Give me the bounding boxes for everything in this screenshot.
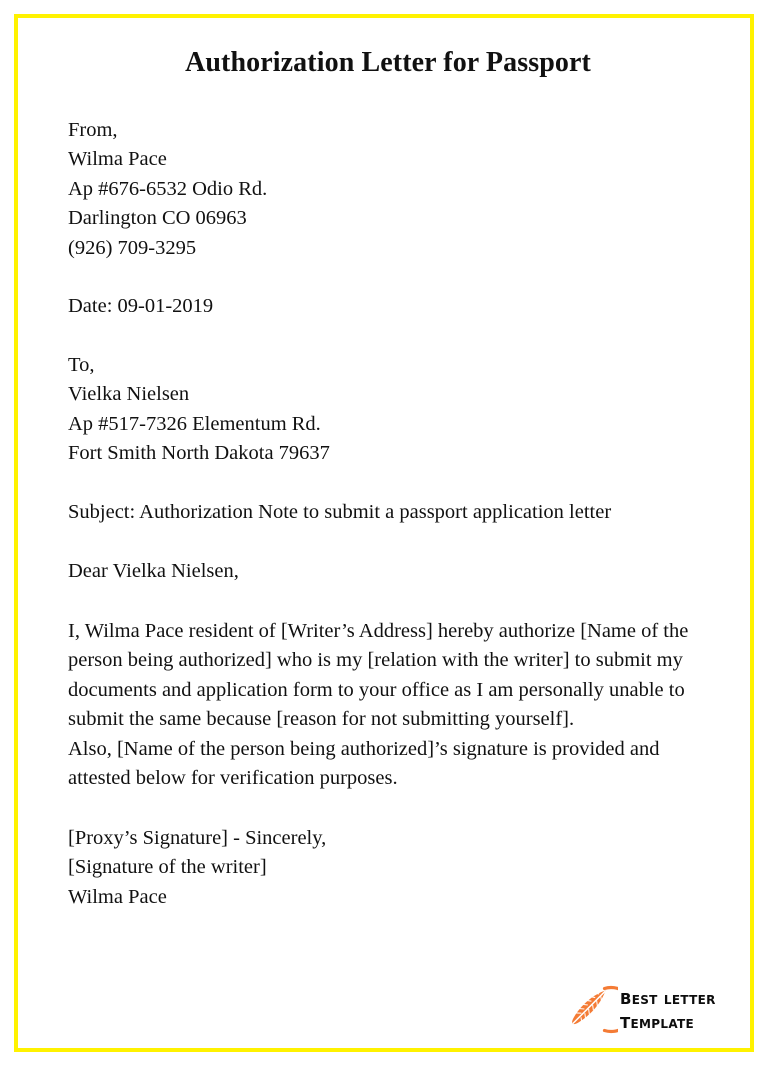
date-block — [68, 292, 708, 322]
spacer — [68, 527, 708, 557]
sender-city-state-zip: Darlington CO 06963 — [68, 207, 247, 230]
writer-signature-line: [Signature of the writer] — [68, 856, 267, 879]
brand-logo-line-2: template — [620, 1008, 694, 1033]
sender-from-label: From, — [68, 118, 118, 141]
spacer — [68, 322, 708, 351]
spacer — [68, 263, 708, 292]
sender-address-block — [68, 116, 708, 264]
sender-street: Ap #676-6532 Odio Rd. — [68, 177, 268, 200]
spacer — [68, 794, 708, 824]
body-paragraph-1: I, Wilma Pace resident of [Writer’s Address] hereby authorize [Name of the person being authorized] who is my [relation with the writer] to submit my documents and application form to your office as I am personally unable to submit the same because [reason for not submitting yourself]. — [68, 619, 689, 731]
spacer — [68, 587, 708, 617]
brand-logo-text — [620, 984, 716, 1033]
recipient-city-state-zip: Fort Smith North Dakota 79637 — [68, 442, 330, 465]
subject-line: Subject: Authorization Note to submit a passport application letter — [68, 500, 612, 523]
closing-signature-block — [68, 824, 708, 913]
recipient-address-block — [68, 351, 708, 469]
sender-phone: (926) 709-3295 — [68, 236, 197, 259]
sender-name: Wilma Pace — [68, 148, 167, 171]
recipient-street: Ap #517-7326 Elementum Rd. — [68, 412, 321, 435]
writer-name: Wilma Pace — [68, 885, 167, 908]
recipient-name: Vielka Nielsen — [68, 383, 190, 406]
brand-logo — [560, 978, 716, 1040]
spacer — [68, 469, 708, 498]
feather-quill-icon — [560, 980, 618, 1038]
letter-date: Date: 09-01-2019 — [68, 295, 214, 318]
proxy-signature-line: [Proxy’s Signature] - Sincerely, — [68, 826, 327, 849]
salutation: Dear Vielka Nielsen, — [68, 560, 239, 583]
recipient-to-label: To, — [68, 353, 95, 376]
brand-logo-line-1: best letter — [620, 984, 716, 1009]
page-title: Authorization Letter for Passport — [185, 47, 591, 78]
body-paragraph-2: Also, [Name of the person being authorized]’s signature is provided and attested below for verification purposes. — [68, 737, 660, 790]
letter-body — [68, 46, 708, 912]
